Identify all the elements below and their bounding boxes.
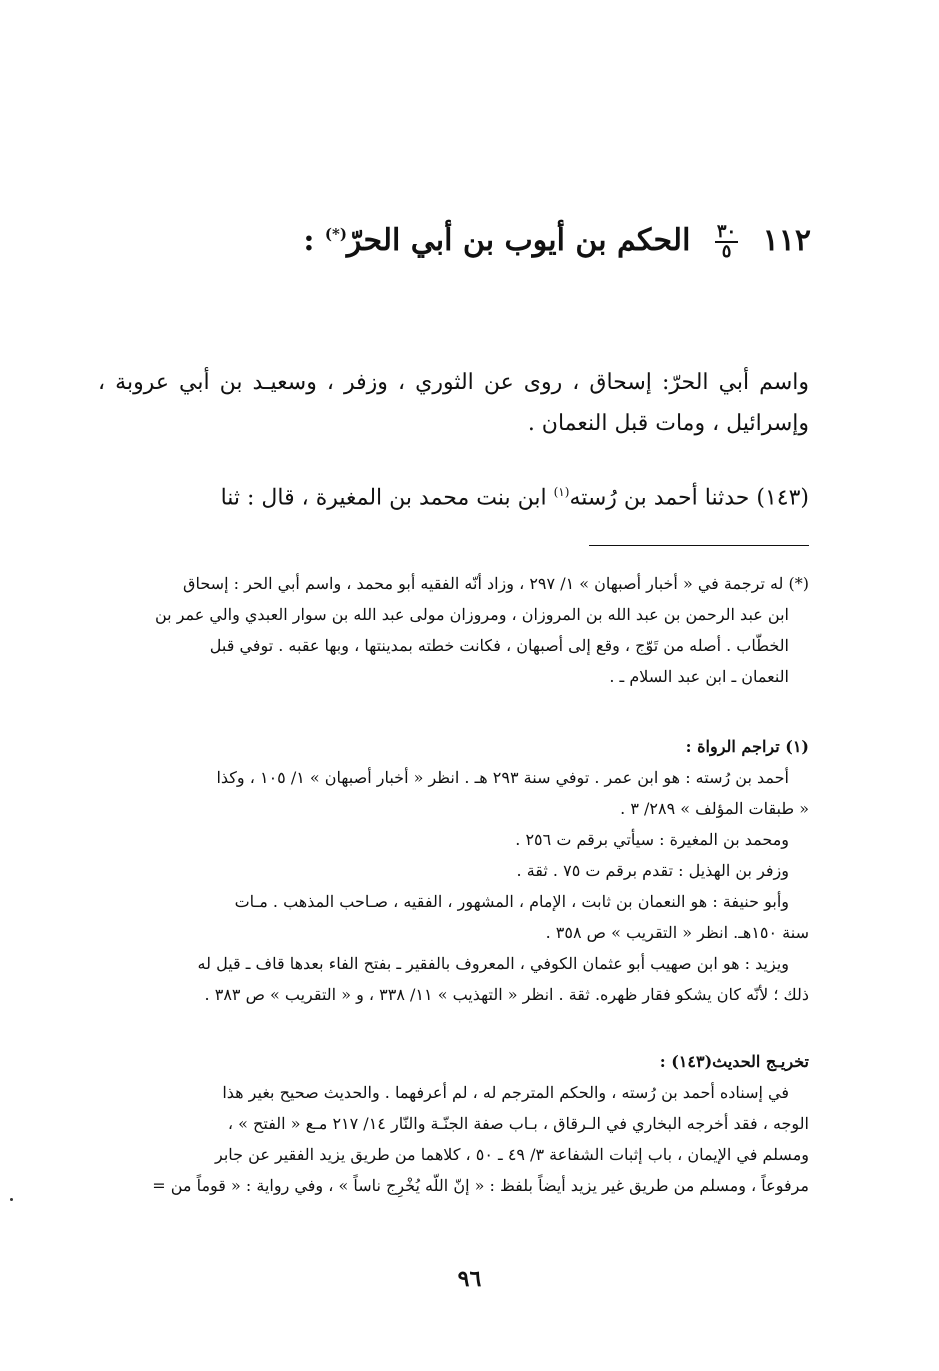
narrator-line: ومحمد بن المغيرة : سيأتي برقم ت ٢٥٦ . — [515, 830, 789, 849]
narrator-line: ذلك ؛ لأنّه كان يشكو فقار ظهره. ثقة . انظر « التهذيب » ١١/ ٣٣٨ ، و « التقريب » ص ٣٨٣ . — [204, 985, 809, 1004]
takhrij-heading: تخريـج الحديث(١٤٣) : — [659, 1052, 809, 1071]
entry-title — [300, 212, 811, 263]
footnote-star-line: النعمان ـ ابن عبد السلام ـ . — [609, 667, 789, 686]
narrator-line: « طبقات المؤلف » ٢٨٩/ ٣ . — [620, 799, 809, 818]
entry-fraction — [715, 223, 738, 261]
isnad-start: (١٤٣) حدثنا أحمد بن رُسته — [569, 485, 809, 511]
entry-number: ١١٢ — [762, 223, 811, 258]
footnote-star-line: ابن عبد الرحمن بن عبد الله بن المروزان ، ومروزان مولى عبد الله بن سوار العبدي والي عمر بن — [154, 605, 789, 624]
scan-dot — [10, 1198, 13, 1201]
narrator-line: أحمد بن رُسته : هو ابن عمر . توفي سنة ٢٩٣ هـ . انظر « أخبار أصبهان » ١/ ١٠٥ ، وكذا — [216, 768, 789, 787]
entry-note-marker: (*) — [324, 225, 347, 243]
takhrij-last-text: مرفوعاً ، ومسلم من طريق غير يزيد أيضاً بلفظ : « إنّ اللّه يُخْرِج ناساً » ، وفي رواية : « قوماً من — [170, 1176, 809, 1195]
narrator-line: ويزيد : هو ابن صهيب أبو عثمان الكوفي ، المعروف بالفقير ـ بفتح الفاء بعدها قاف ـ قيل له — [197, 954, 789, 973]
biography-paragraph: واسم أبي الحرّ: إسحاق ، روى عن الثوري ، وزفر ، وسعيـد بن أبي عروبة ، وإسرائيل ، ومات قبل النعمان . — [98, 370, 809, 436]
footnote-marker-1: (١) — [553, 485, 570, 499]
narrator-line: وزفر بن الهذيل : تقدم برقم ت ٧٥ . ثقة . — [516, 861, 789, 880]
isnad-end: ابن بنت محمد بن المغيرة ، قال : ثنا — [220, 485, 554, 511]
footnote-star-line: الخطّاب . أصله من تَوّج ، وقع إلى أصبهان ، فكانت خطته بمدينتها ، وبها عقبه . توفي قبل — [209, 636, 789, 655]
entry-name: الحكم بن أيوب بن أبي الحرّ — [346, 223, 691, 258]
narrators-notes — [98, 731, 809, 1010]
narrators-heading: (١) تراجم الرواة : — [685, 737, 809, 756]
footnote-star — [98, 568, 809, 692]
narrator-line: سنة ١٥٠هـ. انظر « التقريب » ص ٣٥٨ . — [545, 923, 809, 942]
narrator-line: وأبو حنيفة : هو النعمان بن ثابت ، الإمام ، المشهور ، الفقيه ، صـاحب المذهب . مـات — [234, 892, 789, 911]
takhrij-line: ومسلم في الإيمان ، باب إثبات الشفاعة ٣/ ٤٩ ـ ٥٠ ، كلاهما من طريق يزيد الفقير عن جابر — [215, 1145, 809, 1164]
takhrij-line: الوجه ، فقد أخرجه البخاري في الـرقاق ، بـاب صفة الجنّـة والنّار ١٤/ ٢١٧ مـع « الفتح » ، — [227, 1114, 809, 1133]
fraction-numerator: ٣٠ — [716, 221, 737, 242]
footnote-star-line: (*) له ترجمة في « أخبار أصبهان » ١/ ٢٩٧ ، وزاد أنّه الفقيه أبو محمد ، واسم أبي الحر : إسحاق — [183, 574, 809, 593]
hadith-isnad-paragraph — [98, 472, 809, 518]
continuation-mark: = — [152, 1176, 166, 1195]
takhrij-notes — [98, 1046, 809, 1201]
takhrij-line — [98, 1170, 809, 1201]
takhrij-line: في إسناده أحمد بن رُسته ، والحكم المترجم له ، لم أعرفهما . والحديث صحيح بغير هذا — [222, 1083, 789, 1102]
footnote-divider — [589, 545, 809, 546]
entry-colon: : — [303, 223, 315, 258]
fraction-denominator: ٥ — [721, 241, 732, 262]
page-number: ٩٦ — [457, 1266, 482, 1292]
